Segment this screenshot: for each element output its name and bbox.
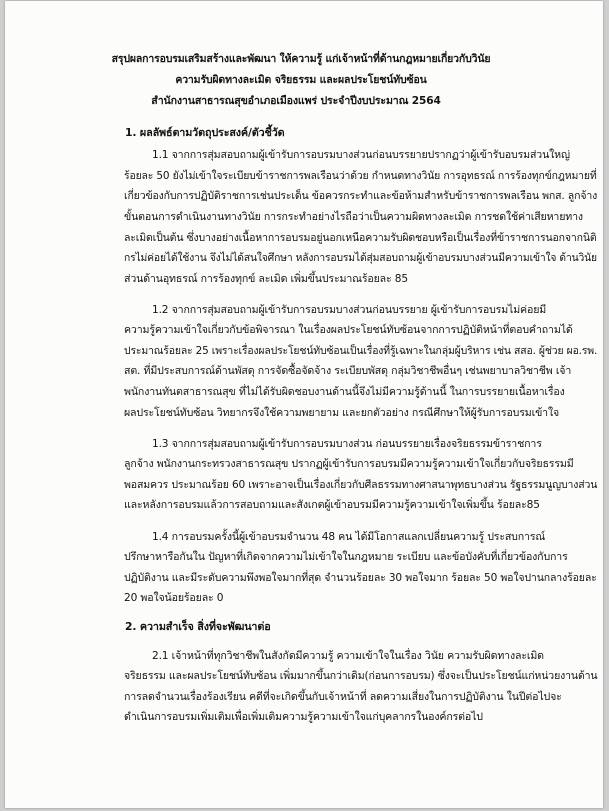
section-2-heading: 2. ความสำเร็จ สิ่งที่จะพัฒนาต่อ xyxy=(125,620,271,633)
paragraph-line: 1.2 จากการสุ่มสอบถามผู้เข้ารับการอบรมบางส่วนก่อนบรรยาย ผู้เข้ารับการอบรมไม่ค่อยมี xyxy=(152,304,547,316)
title-line-3: สำนักงานสาธารณสุขอำเภอเมืองแพร่ ประจำปีงบประมาณ 2564 xyxy=(151,95,441,107)
paragraph-line: และหลังการอบรมแล้วการสอบถามและสังเกตผู้เข้าอบรมมีความรู้ความเข้าใจเพิ่มขึ้น ร้อยละ85 xyxy=(124,499,540,511)
paragraph-line: ปฏิบัติงาน และมีระดับความพึงพอใจมากที่สุด จำนวนร้อยละ 30 พอใจมาก ร้อยละ 50 พอใจปานกลางร้อยละ xyxy=(124,572,597,584)
paragraph-line: ละเมิดเป็นต้น ซึ่งบางอย่างเนื้อหาการอบรมอยู่นอกเหนือความรับผิดชอบหรือเป็นเรื่องที่ข้าราชการนอกจากนิติ xyxy=(124,232,597,244)
paragraph-line: 1.3 จากการสุ่มสอบถามผู้เข้ารับการอบรมบางส่วน ก่อนบรรยายเรื่องจริยธรรมข้าราชการ xyxy=(152,438,542,450)
title-line-1: สรุปผลการอบรมเสริมสร้างและพัฒนา ให้ความรู้ แก่เจ้าหน้าที่ด้านกฎหมายเกี่ยวกับวินัย xyxy=(111,53,491,65)
paragraph-line: ดำเนินการอบรมเพิ่มเติมเพื่อเพิ่มเติมความรู้ความเข้าใจแก่บุคลากรในองค์กรต่อไป xyxy=(124,711,483,723)
paragraph-line: สต. ที่มีประสบการณ์ด้านพัสดุ การจัดซื้อจัดจ้าง ระเบียบพัสดุ กลุ่มวิชาชีพอื่นๆ เช่นพยาบาลวิชาชีพ เจ้า xyxy=(124,365,572,377)
paragraph-line: ปรึกษาหารือกันใน ปัญหาที่เกิดจากความไม่เข้าใจในกฎหมาย ระเบียบ และข้อบังคับที่เกี่ยวข้องกับการ xyxy=(124,551,568,563)
paragraph-line: 1.4 การอบรมครั้งนี้ผู้เข้าอบรมจำนวน 48 คน ได้มีโอกาสแลกเปลี่ยนความรู้ ประสบการณ์ xyxy=(152,531,546,543)
paragraph-line: ขั้นตอนการดำเนินงานทางวินัย การกระทำอย่างไรถือว่าเป็นความผิดทางละเมิด การชดใช้ค่าเสียหายทาง xyxy=(124,211,583,223)
paragraph-line: ประมาณร้อยละ 25 เพราะเรื่องผลประโยชน์ทับซ้อนเป็นเรื่องที่รู้เฉพาะในกลุ่มผู้บริหาร เช่น สสอ. ผู้ช่วย ผอ.รพ. xyxy=(124,345,598,357)
paragraph-line: ความรู้ความเข้าใจเกี่ยวกับข้อพิจารณา ในเรื่องผลประโยชน์ทับซ้อนจากการปฏิบัติหน้าที่ตอบคำถามได้ xyxy=(124,324,573,336)
paragraph-line: พนักงานทันตสาธารณสุข ที่ไม่ได้รับผิดชอบงานด้านนี้จึงไม่มีความรู้ด้านนี้ ในการบรรยายเนื้อหาเรื่อง xyxy=(124,386,565,398)
paragraph-line: 2.1 เจ้าหน้าที่ทุกวิชาชีพในสังกัดมีความรู้ ความเข้าใจในเรื่อง วินัย ความรับผิดทางละเมิด xyxy=(152,650,544,662)
paragraph-line: พอสมควร ประมาณร้อย 60 เพราะอาจเป็นเรื่องเกี่ยวกับศีลธรรมทางศาสนาพุทธบางส่วน รัฐธรรมนูญบางส่วน xyxy=(124,479,598,491)
document-page xyxy=(5,1,603,808)
section-1-heading: 1. ผลลัพธ์ตามวัตถุประสงค์/ตัวชี้วัด xyxy=(125,126,285,139)
paragraph-line: 1.1 จากการสุ่มสอบถามผู้เข้ารับการอบรมบางส่วนก่อนบรรยายปรากฏว่าผู้เข้ารับอบรมส่วนใหญ่ xyxy=(152,149,570,161)
title-line-2: ความรับผิดทางละเมิด จริยธรรม และผลประโยชน์ทับซ้อน xyxy=(175,74,427,86)
paragraph-line: การลดจำนวนเรื่องร้องเรียน คดีที่จะเกิดขึ้นกับเจ้าหน้าที่ ลดความเสี่ยงในการปฏิบัติงาน ในปีต่อไปจะ xyxy=(124,691,562,703)
paragraph-line: ส่วนด้านอุทธรณ์ การร้องทุกข์ ละเมิด เพิ่มขึ้นประมาณร้อยละ 85 xyxy=(124,273,408,285)
paragraph-line: ร้อยละ 50 ยังไม่เข้าใจระเบียบข้าราชการพลเรือนว่าด้วย กำหนดทางวินัย การอุทธรณ์ การร้องทุกข์กฎหมายที่ xyxy=(124,170,597,182)
paragraph-line: กรไม่ค่อยได้ใช้งาน จึงไม่ได้สนใจศึกษา หลังการอบรมได้สุ่มสอบถามผู้เข้าอบรมบางส่วนมีความเข้าใจ ด้านวินัย xyxy=(124,252,597,264)
paragraph-line: เกี่ยวข้องกับการปฏิบัติราชการเช่นประเด็น ข้อควรกระทำและข้อห้ามสำหรับข้าราชการพลเรือน พกส. ลูกจ้าง xyxy=(124,190,598,202)
paragraph-line: 20 พอใจน้อยร้อยละ 0 xyxy=(124,592,224,604)
paragraph-line: จริยธรรม และผลประโยชน์ทับซ้อน เพิ่มมากขึ้นกว่าเดิม(ก่อนการอบรม) ซึ่งจะเป็นประโยชน์แก่หน่วยงานด้าน xyxy=(124,670,598,682)
paragraph-line: ลูกจ้าง พนักงานกระทรวงสาธารณสุข ปรากฏผู้เข้ารับการอบรมมีความรู้ความเข้าใจเกี่ยวกับจริยธรรมมี xyxy=(124,458,574,470)
paragraph-line: ผลประโยชน์ทับซ้อน วิทยากรจึงใช้ความพยายาม และยกตัวอย่าง กรณีศึกษาให้ผู้รับการอบรมเข้าใจ xyxy=(124,407,560,419)
